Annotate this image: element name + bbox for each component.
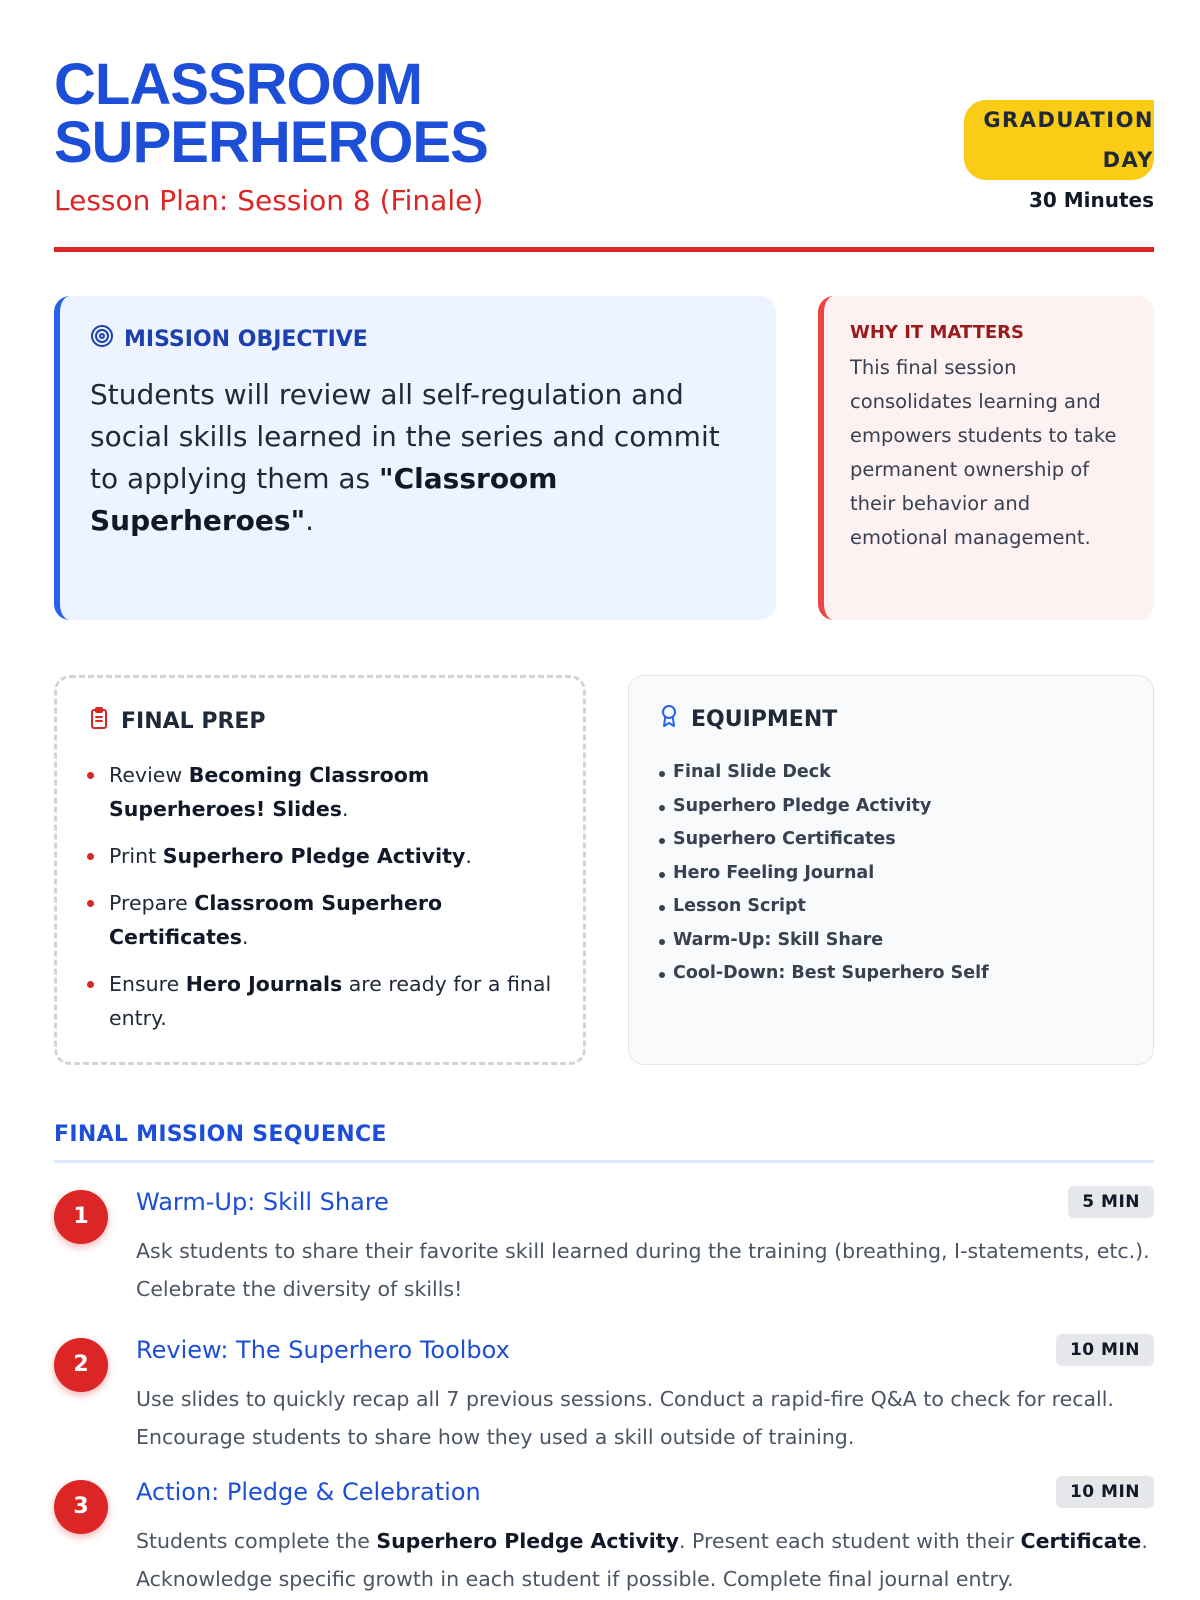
prep-item-verb: Print xyxy=(109,844,157,868)
step-text: . Present each student with their xyxy=(678,1529,1021,1553)
step-duration-badge: 5 MIN xyxy=(1068,1186,1154,1218)
step-text-bold: Certificate xyxy=(1020,1529,1142,1553)
step-duration-badge: 10 MIN xyxy=(1056,1476,1154,1508)
objective-text-prefix: Students will review all self-regulation and social skills learned in the series and commit to applying them as xyxy=(90,378,720,495)
mission-objective-card xyxy=(54,296,776,620)
final-prep-card xyxy=(54,675,586,1065)
equipment-card xyxy=(628,675,1154,1065)
equipment-item: Lesson Script xyxy=(657,890,1125,924)
prep-heading: FINAL PREP xyxy=(121,708,266,734)
objective-heading-row xyxy=(90,324,746,354)
sequence-divider xyxy=(54,1160,1154,1163)
equipment-item: Superhero Certificates xyxy=(657,823,1125,857)
prep-item-bold: Hero Journals xyxy=(185,972,343,996)
objective-text xyxy=(90,374,746,542)
step-description: Ask students to share their favorite skill learned during the training (breathing, I-statements, etc.). Celebrate the diversity of skills! xyxy=(136,1239,1150,1301)
title-line-2: SUPERHEROES xyxy=(54,110,488,175)
step-text-bold: Superhero Pledge Activity xyxy=(376,1529,679,1553)
target-icon xyxy=(90,324,114,354)
clipboard-icon xyxy=(87,706,111,736)
award-icon xyxy=(657,704,681,734)
page-subtitle: Lesson Plan: Session 8 (Finale) xyxy=(54,184,484,217)
header-divider xyxy=(54,247,1154,252)
prep-item xyxy=(87,839,553,873)
badge-block xyxy=(954,100,1154,212)
objective-text-suffix: . xyxy=(305,504,315,537)
step-description xyxy=(136,1522,1154,1598)
step-title: Review: The Superhero Toolbox xyxy=(136,1336,510,1364)
prep-item xyxy=(87,758,553,826)
graduation-badge: GRADUATION DAY xyxy=(964,100,1154,180)
step-number-badge: 3 xyxy=(54,1480,108,1534)
prep-item-verb: Ensure xyxy=(109,972,180,996)
step-number-badge: 1 xyxy=(54,1190,108,1244)
step-title: Warm-Up: Skill Share xyxy=(136,1188,389,1216)
duration-label: 30 Minutes xyxy=(1028,188,1154,212)
prep-item xyxy=(87,967,553,1035)
prep-item-bold: Classroom Superhero Certificates xyxy=(109,891,443,949)
equipment-item: Final Slide Deck xyxy=(657,756,1125,790)
step-number-badge: 2 xyxy=(54,1338,108,1392)
why-text: This final session consolidates learning and empowers students to take permanent ownership of their behavior and emotional management. xyxy=(850,356,1117,549)
prep-item-rest: . xyxy=(241,925,249,949)
prep-heading-row xyxy=(87,706,553,736)
equipment-heading-row xyxy=(657,704,1125,734)
objective-heading: MISSION OBJECTIVE xyxy=(124,326,368,352)
prep-list xyxy=(87,758,553,1035)
prep-item-rest: . xyxy=(465,844,472,868)
step-title: Action: Pledge & Celebration xyxy=(136,1478,481,1506)
step-description: Use slides to quickly recap all 7 previous sessions. Conduct a rapid-fire Q&A to check for recall. Encourage students to share how they used a skill outside of training. xyxy=(136,1387,1114,1449)
prep-item-verb: Prepare xyxy=(109,891,188,915)
equipment-list xyxy=(657,756,1125,991)
prep-item-rest: . xyxy=(341,797,349,821)
equipment-item: Cool-Down: Best Superhero Self xyxy=(657,957,1125,991)
equipment-item: Superhero Pledge Activity xyxy=(657,790,1125,824)
equipment-item: Hero Feeling Journal xyxy=(657,857,1125,891)
title-line-1: CLASSROOM xyxy=(54,52,422,117)
step-text: Students complete the xyxy=(136,1529,377,1553)
step-text: . Acknowledge specific growth in each student if possible. Complete final journal entry. xyxy=(136,1529,1148,1591)
why-heading: WHY IT MATTERS xyxy=(850,322,1024,343)
page-header xyxy=(54,52,1154,256)
prep-item-bold: Becoming Classroom Superheroes! Slides xyxy=(109,763,430,821)
prep-item-bold: Superhero Pledge Activity xyxy=(162,844,466,868)
equipment-heading: EQUIPMENT xyxy=(691,706,838,732)
prep-item-verb: Review xyxy=(109,763,183,787)
prep-item xyxy=(87,886,553,954)
step-duration-badge: 10 MIN xyxy=(1056,1334,1154,1366)
objective-text-bold: "Classroom Superheroes" xyxy=(90,462,558,537)
equipment-item: Warm-Up: Skill Share xyxy=(657,924,1125,958)
sequence-heading: FINAL MISSION SEQUENCE xyxy=(54,1122,387,1147)
prep-item-rest: are ready for a final entry. xyxy=(109,972,552,1030)
why-it-matters-card xyxy=(818,296,1154,620)
